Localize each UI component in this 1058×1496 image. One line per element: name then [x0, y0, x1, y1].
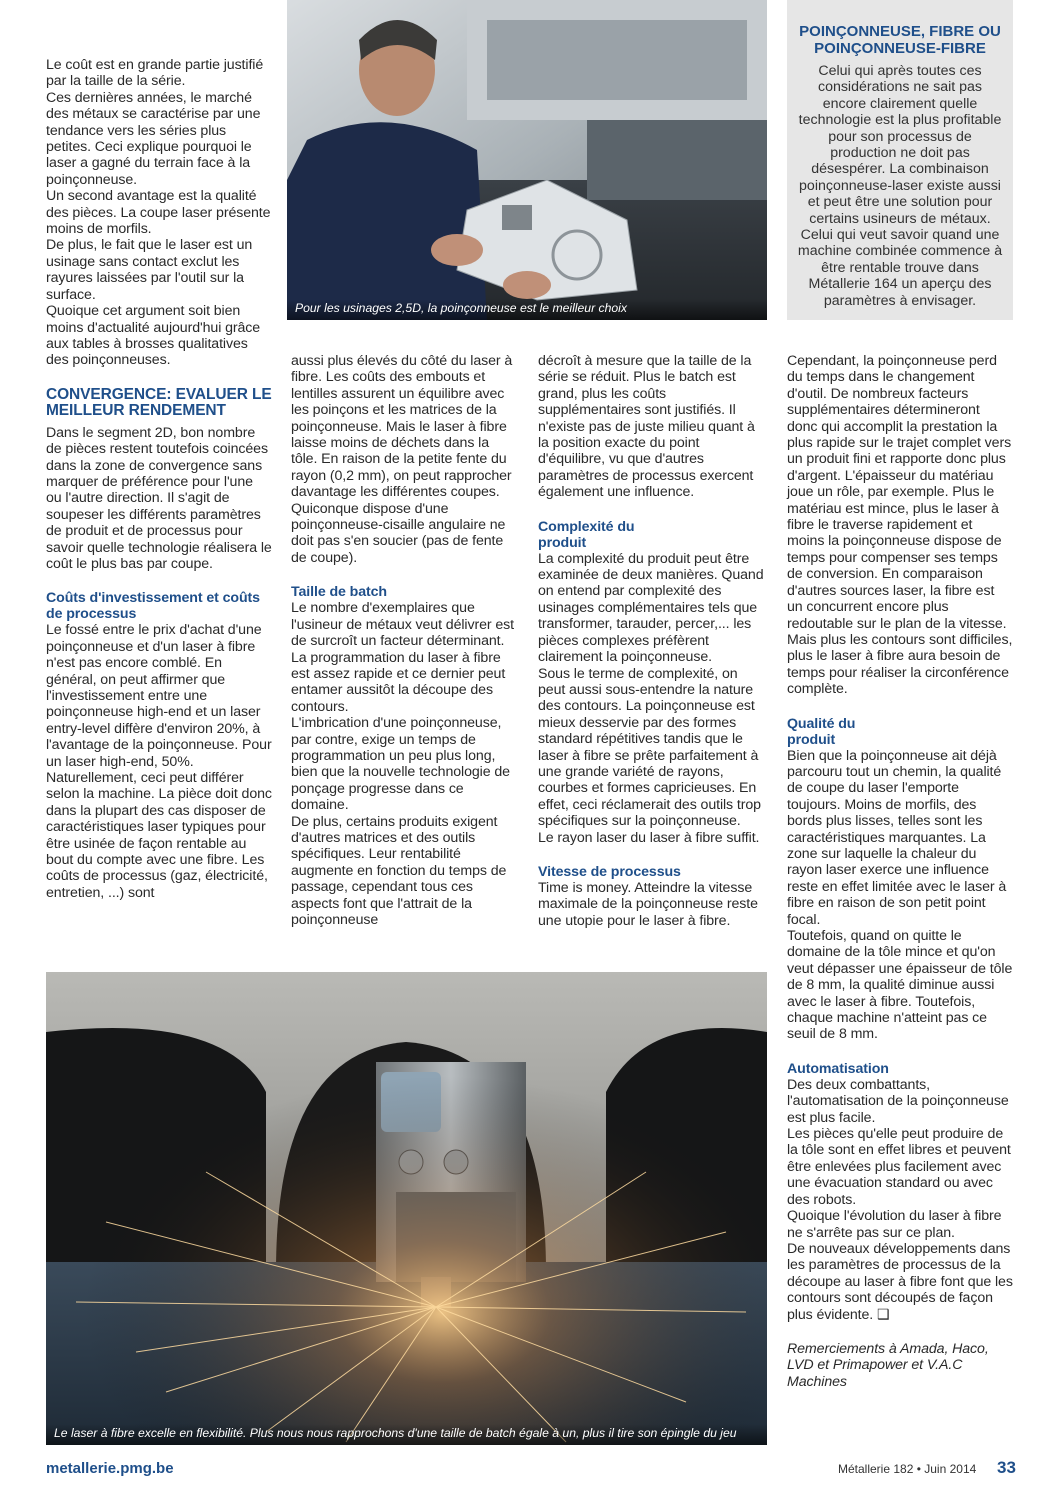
column-1	[46, 57, 272, 901]
paragraph: Le fossé entre le prix d'achat d'une poinçonneuse et d'un laser à fibre n'est pas encore comblé. En général, on peut affirmer que l'investissement entre une poinçonneuse high-end et un laser entry-level diffère d'environ 20%, à l'avantage de la poinçonneuse. Pour un laser high-end, 50%. Naturellement, ceci peut différer selon la machine. La pièce doit donc dans la plupart des cas disposer de caractéristiques laser typiques pour être usinée de façon rentable au bout du compte avec une fibre. Les coûts de processus (gaz, électricité, entretien, ...) sont	[46, 622, 272, 901]
column-2	[291, 353, 517, 928]
subheading: Automatisation	[787, 1060, 889, 1077]
photo-caption-bottom: Le laser à fibre excelle en flexibilité. Plus nous nous rapprochons d'une taille de batch égale à un, plus il tire son épingle du jeu	[46, 1424, 767, 1445]
subheading: Complexité du produit	[538, 518, 635, 551]
paragraph: Quoique l'évolution du laser à fibre ne s'arrête pas sur ce plan.	[787, 1208, 1002, 1241]
paragraph: Le nombre d'exemplaires que l'usineur de métaux veut délivrer est de surcroît un facteur déterminant. La programmation du laser à fibre est assez rapide et ce dernier peut entamer aussitôt la découpe des contours.	[291, 600, 514, 715]
acknowledgements: Remerciements à Amada, Haco, LVD et Primapower et V.A.C Machines	[787, 1340, 989, 1390]
subheading: Taille de batch	[291, 584, 387, 601]
subheading: Coûts d'investissement et coûts de processus	[46, 590, 260, 623]
photo-operator-illustration	[287, 0, 767, 320]
subheading: Qualité du produit	[787, 715, 856, 748]
footer-issue: Métallerie 182 • Juin 2014	[838, 1462, 977, 1476]
paragraph: Quoique cet argument soit bien moins d'actualité aujourd'hui grâce aux tables à brosses qualitatives des poinçonneuses.	[46, 303, 261, 369]
paragraph: aussi plus élevés du côté du laser à fibre. Les coûts des embouts et lentilles assurent un équilibre avec les poinçons et les matrices de la poinçonneuse. Mais le laser à fibre laisse moins de déchets dans la tôle. En raison de la petite fente du rayon (0,2 mm), on peut rapprocher davantage les différentes coupes. Quiconque dispose d'une poinçonneuse-cisaille angulaire ne doit pas s'en soucier (pas de fente de coupe).	[291, 353, 513, 566]
paragraph	[787, 1241, 1013, 1323]
subheading: Vitesse de processus	[538, 863, 681, 880]
end-mark: ❑	[877, 1306, 890, 1323]
paragraph: Ces dernières années, le marché des métaux se caractérise par une tendance vers les séries plus petites. Ceci explique pourquoi le laser a gagné du terrain face à la poinçonneuse.	[46, 89, 261, 188]
paragraph: La complexité du produit peut être examinée de deux manières. Quand on entend par complexité des usinages complémentaires tels que transformer, tarauder, percer,... les pièces complexes préfèrent clairement la poinçonneuse.	[538, 550, 764, 666]
sidebar-title: POINÇONNEUSE, FIBRE OU POINÇONNEUSE-FIBRE	[799, 23, 1001, 57]
page-number: 33	[997, 1458, 1016, 1477]
paragraph: Des deux combattants, l'automatisation de la poinçonneuse est plus facile.	[787, 1076, 1009, 1126]
photo-operator-punching	[287, 0, 767, 320]
photo-fiber-laser-cutting	[46, 972, 767, 1445]
column-4	[787, 353, 1013, 1390]
paragraph: Time is money. Atteindre la vitesse maximale de la poinçonneuse reste une utopie pour le laser à fibre.	[538, 879, 758, 929]
footer-website: metallerie.pmg.be	[46, 1460, 174, 1477]
paragraph: Bien que la poinçonneuse ait déjà parcouru tout un chemin, la qualité de coupe du laser l'emporte toujours. Moins de morfils, des bords plus lisses, telles sont les caractéristiques marquantes. La zone sur laquelle la chaleur du rayon laser exerce une influence reste en effet limitée avec le laser à fibre en raison de son petit point focal.	[787, 747, 1007, 928]
paragraph: Sous le terme de complexité, on peut aussi sous-entendre la nature des contours. La poinçonneuse est mieux desservie par des formes standard répétitives tandis que le laser à fibre se prête parfaitement à une grande variété de rayons, courbes et formes capricieuses. En effet, ceci réclamerait des outils trop spécifiques sur la poinçonneuse.	[538, 665, 761, 830]
photo-caption-top: Pour les usinages 2,5D, la poinçonneuse est le meilleur choix	[287, 299, 767, 320]
paragraph: Dans le segment 2D, bon nombre de pièces restent toutefois coincées dans la zone de convergence sans marquer de préférence pour l'une ou l'autre direction. Il s'agit de soupeser les différents paramètres de produit et de processus pour savoir quelle technologie réalisera le coût le plus bas par coupe.	[46, 424, 272, 572]
paragraph: Le coût est en grande partie justifié par la taille de la série.	[46, 57, 264, 90]
paragraph: Le rayon laser du laser à fibre suffit.	[538, 829, 760, 846]
column-3	[538, 353, 764, 929]
sidebar-body: Celui qui après toutes ces considérations ne sait pas encore clairement quelle technologie est la plus profitable pour son processus de production ne doit pas désespérer. La combinaison poinçonneuse-laser existe aussi et peut être une solution pour certains usineurs de métaux. Celui qui veut savoir quand une machine combinée commence à être rentable trouve dans Métallerie 164 un aperçu des paramètres à envisager.	[797, 63, 1003, 309]
paragraph: De plus, le fait que le laser est un usinage sans contact exclut les rayures laissées par l'outil sur la surface.	[46, 237, 253, 303]
paragraph: Toutefois, quand on quitte le domaine de la tôle mince et qu'on veut dépasser une épaisseur de tôle de 8 mm, la qualité diminue aussi avec le laser à fibre. Toutefois, chaque machine n'atteint pas ce seuil de 8 mm.	[787, 928, 1013, 1043]
paragraph: Les pièces qu'elle peut produire de la tôle sont en effet libres et peuvent être enlevées plus facilement avec une évacuation standard ou avec des robots.	[787, 1126, 1011, 1208]
paragraph: L'imbrication d'une poinçonneuse, par contre, exige un temps de programmation un peu plus long, bien que la nouvelle technologie de ponçage progresse dans ce domaine.	[291, 715, 510, 814]
section-heading: CONVERGENCE: EVALUER LE MEILLEUR RENDEMENT	[46, 385, 272, 419]
sidebar-box	[787, 0, 1013, 320]
paragraph: Un second avantage est la qualité des pièces. La coupe laser présente moins de morfils.	[46, 188, 271, 238]
paragraph: Cependant, la poinçonneuse perd du temps dans le changement d'outil. De nombreux facteurs supplémentaires détermineront donc qui accomplit la prestation la plus rapide sur le trajet complet vers un produit fini et rapporte donc plus d'argent. L'épaisseur du matériau joue un rôle, par exemple. Plus le matériau est mince, plus le laser à fibre le traverse rapidement et moins la poinçonneuse dispose de temps pour compenser ses temps de conversion. En comparaison d'autres sources laser, la fibre est un concurrent encore plus redoutable sur le plan de la vitesse.	[787, 353, 1012, 632]
paragraph: Mais plus les contours sont difficiles, plus le laser à fibre aura besoin de temps pour réaliser la circonférence complète.	[787, 631, 1013, 698]
paragraph-text: De nouveaux développements dans les paramètres de processus de la découpe au laser à fibre font que les contours sont découpés de façon plus évidente.	[787, 1240, 1013, 1323]
paragraph: décroît à mesure que la taille de la série se réduit. Plus le batch est grand, plus les coûts supplémentaires sont justifiés. Il n'existe pas de juste milieu quant à la position exacte du point d'équilibre, vu que d'autres paramètres de processus exercent également une influence.	[538, 353, 755, 501]
paragraph: De plus, certains produits exigent d'autres matrices et des outils spécifiques. Leur rentabilité augmente en fonction du temps de passage, cependant tous ces aspects font que l'attrait de la poinçonneuse	[291, 813, 507, 928]
photo-laser-illustration	[46, 972, 767, 1445]
